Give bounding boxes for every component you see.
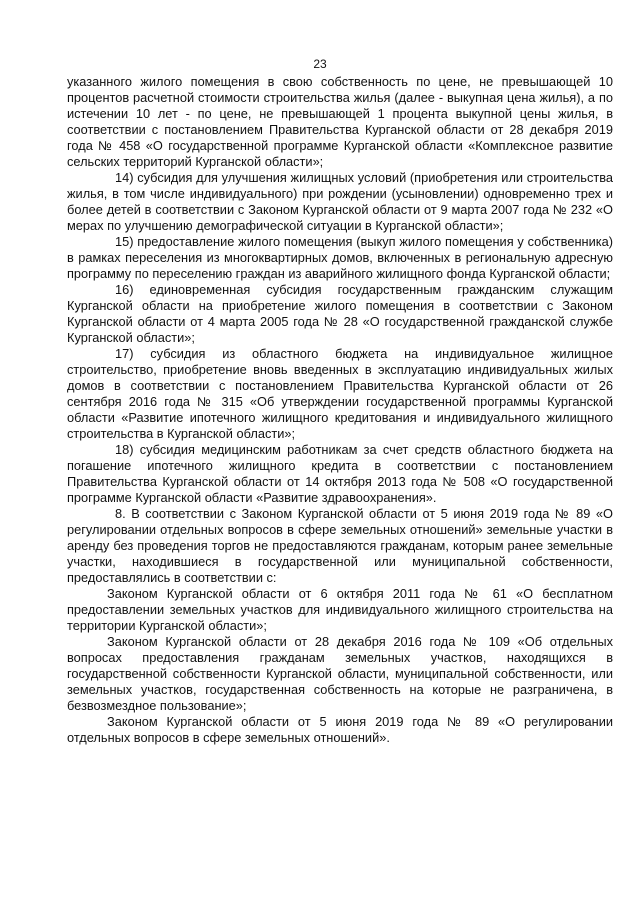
page-number: 23 xyxy=(313,57,327,71)
list-item-17: 17) субсидия из областного бюджета на индивидуальное жилищное строительство, приобретение вновь введенных в эксплуатацию индивидуальных жилых домов в соответствии с постановлением Правительства Курганской области от 26 сентября 2016 года № 315 «Об утверждении государственной программы Курганской области «Развитие ипотечного жилищного кредитования и индивидуального жилищного строительства в Курганской области»; xyxy=(67,346,613,441)
list-item-18: 18) субсидия медицинским работникам за счет средств областного бюджета на погашение ипотечного жилищного кредита в соответствии с постановлением Правительства Курганской области от 14 октября 2013 года № 508 «О государственной программе Курганской области «Развитие здравоохранения». xyxy=(67,442,613,505)
list-item-14: 14) субсидия для улучшения жилищных условий (приобретения или строительства жилья, в том числе индивидуального) при рождении (усыновлении) одновременно трех и более детей в соответствии с Законом Курганской области от 9 марта 2007 года № 232 «О мерах по улучшению демографической ситуации в Курганской области»; xyxy=(67,170,613,233)
list-item-16: 16) единовременная субсидия государственным гражданским служащим Курганской области на приобретение жилого помещения в соответствии с Законом Курганской области от 4 марта 2005 года № 28 «О государственной гражданской службе Курганской области»; xyxy=(67,282,613,345)
law-reference-61: Законом Курганской области от 6 октября 2011 года № 61 «О бесплатном предоставлении земельных участков для индивидуального жилищного строительства на территории Курганской области»; xyxy=(67,586,613,633)
section-8: 8. В соответствии с Законом Курганской области от 5 июня 2019 года № 89 «О регулировании отдельных вопросов в сфере земельных отношений» земельные участки в аренду без проведения торгов не предоставляются гражданам, которым ранее земельные участки, находившиеся в государственной или муниципальной собственности, предоставлялись в соответствии с: xyxy=(67,506,613,585)
document-body xyxy=(67,74,613,746)
list-item-15: 15) предоставление жилого помещения (выкуп жилого помещения у собственника) в рамках переселения из многоквартирных домов, включенных в региональную адресную программу по переселению граждан из аварийного жилищного фонда Курганской области; xyxy=(67,234,613,281)
law-reference-89: Законом Курганской области от 5 июня 2019 года № 89 «О регулировании отдельных вопросов в сфере земельных отношений». xyxy=(67,714,613,745)
paragraph-continuation: указанного жилого помещения в свою собственность по цене, не превышающей 10 процентов расчетной стоимости строительства жилья (далее - выкупная цена жилья), а по истечении 10 лет - по цене, не превышающей 1 процента выкупной цены жилья, в соответствии с постановлением Правительства Курганской области от 28 декабря 2019 года № 458 «О государственной программе Курганской области «Комплексное развитие сельских территорий Курганской области»; xyxy=(67,74,613,169)
law-reference-109: Законом Курганской области от 28 декабря 2016 года № 109 «Об отдельных вопросах предоставления гражданам земельных участков, находящихся в государственной собственности Курганской области, муниципальной собственности, или земельных участков, государственная собственность на которые не разграничена, в безвозмездное пользование»; xyxy=(67,634,613,713)
